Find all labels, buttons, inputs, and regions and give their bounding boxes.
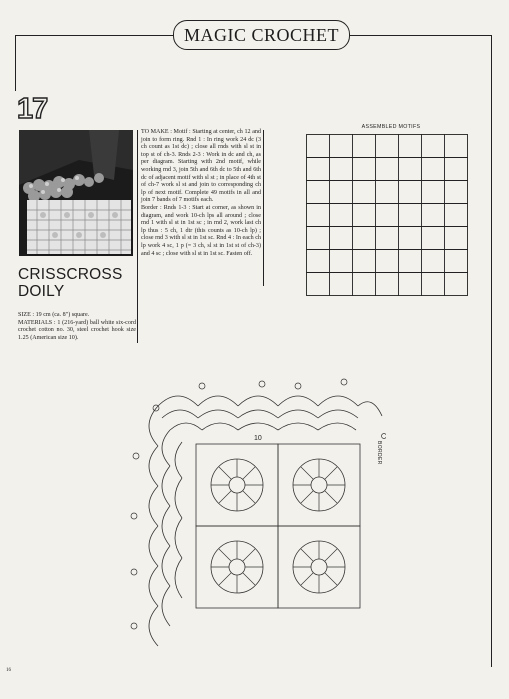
frame-right bbox=[491, 35, 492, 667]
border-label: BORDER bbox=[376, 441, 382, 465]
header-rule-left bbox=[15, 35, 173, 36]
pattern-title bbox=[18, 266, 138, 300]
title-line-2: DOILY bbox=[18, 283, 65, 300]
pattern-number: 17 bbox=[17, 93, 48, 125]
assembled-motifs-label: ASSEMBLED MOTIFS bbox=[361, 124, 421, 130]
magazine-title-badge bbox=[173, 20, 350, 50]
magazine-title: MAGIC CROCHET bbox=[183, 24, 339, 45]
header-rule-right bbox=[348, 35, 492, 36]
size-materials-text: SIZE : 19 cm (ca. 8") square. MATERIALS : 1 (216-yard) ball white six-cord crochet cotton no. 30, steel crochet hook size 1.25 (American size 10). bbox=[18, 312, 136, 341]
assembled-motifs-grid bbox=[306, 134, 470, 298]
crochet-diagram bbox=[120, 376, 386, 662]
doily-photo bbox=[19, 130, 133, 256]
column-divider-left bbox=[137, 130, 138, 343]
column-divider-right bbox=[263, 130, 264, 286]
diagram-marker-10: 10 bbox=[254, 435, 262, 442]
title-line-1: CRISSCROSS bbox=[18, 266, 123, 283]
page-number: 16 bbox=[6, 668, 11, 673]
frame-left bbox=[15, 35, 16, 91]
instructions-text: TO MAKE : Motif : Starting at center, ch 12 and join to form ring. Rnd 1 : In ring work 24 dc (3 ch count as 1st dc) ; close all rnds with sl st in top st of ch-3. Rnds 2-3 : Work in dc and ch, as per diagram. Starting with 2nd motif, while working rnd 3, join 5th and 6th dc to 5th and 6th dc of adjacent motif with sl st ; in place of 4th st of ch-7 work sl st and join to corresponding ch lp of next motif. Complete 49 motifs in all and join 7 bands of 7 motifs each. Border : Rnds 1-3 : Start at corner, as shown in diagram, and work 10-ch lps all around ; close rnd 1 with sl st in 1st sc ; in rnd 2, work last ch lp thus : 5 ch, 1 dtr (this counts as 10-ch lp) ; close rnd 3 with sl st in 1st sc. Rnd 4 : In each ch lp work 4 sc, 1 p (= 3 ch, sl st in 1st st of ch-3) and 4 sc ; close with sl st in 1st sc. Fasten off. bbox=[141, 129, 261, 257]
doily-photo-image bbox=[19, 130, 133, 256]
